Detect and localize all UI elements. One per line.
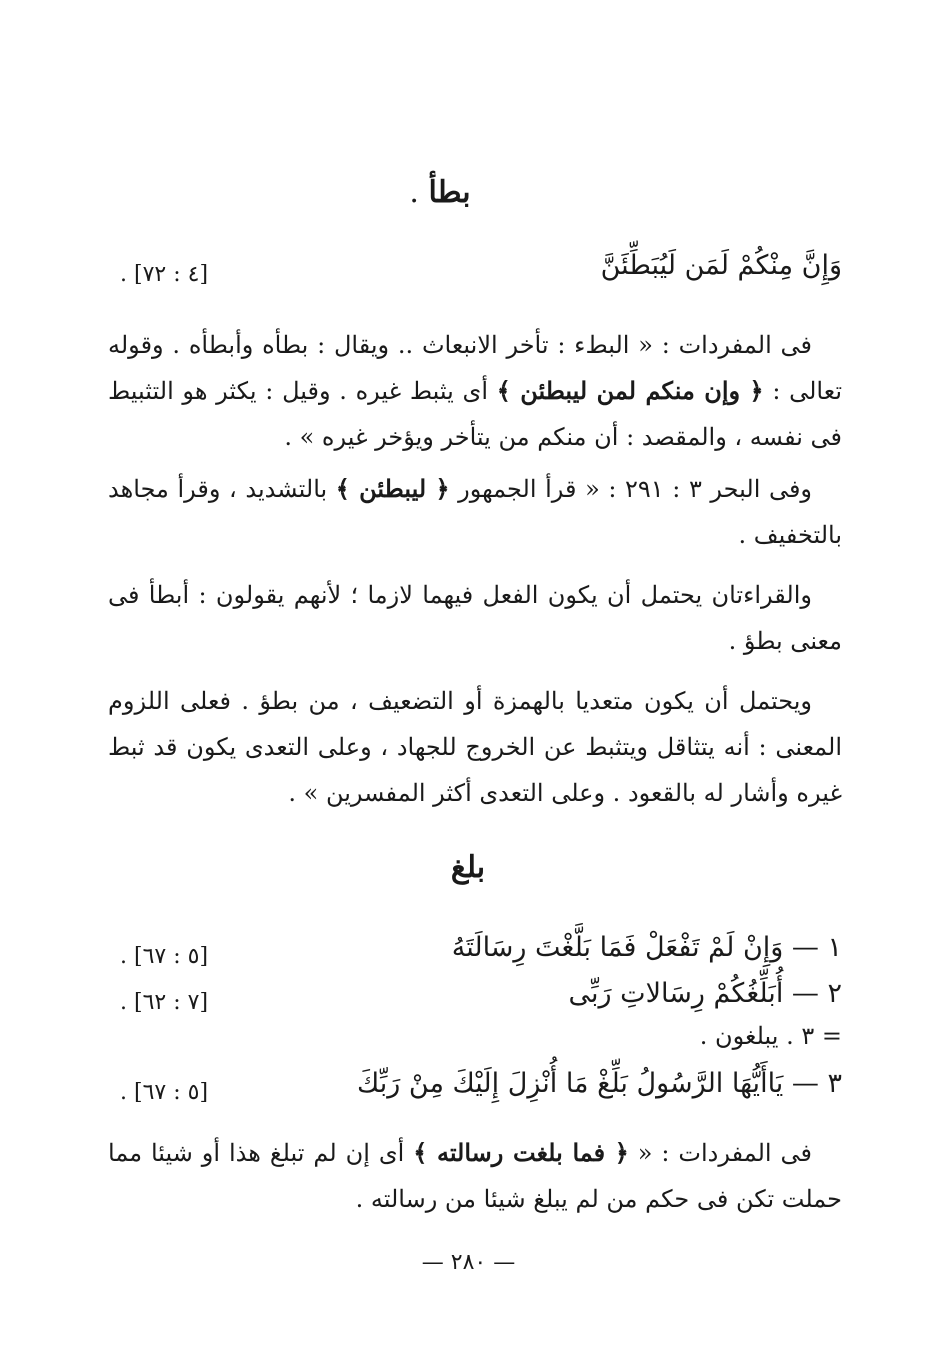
verse-text: ١ — وَإِنْ لَمْ تَفْعَلْ فَمَا بَلَّغْتَ رِسَالَتَهُ bbox=[451, 932, 842, 963]
paragraph-mufradat bbox=[108, 322, 842, 460]
section-heading-balagha: بلغ bbox=[450, 850, 486, 885]
paragraph-lead: وفى البحر ٣ : ٢٩١ : « قرأ الجمهور bbox=[449, 475, 813, 503]
paragraph-text: ويحتمل أن يكون متعديا بالهمزة أو التضعيف ، من بطؤ . فعلى اللزوم المعنى : أنه يتثاقل ويتثبط عن الخروج للجهاد ، وعلى التعدى يكون قد ثبط غيره وأشار له بالقعود . وعلى التعدى أكثر المفسرين » . bbox=[108, 687, 842, 807]
paragraph-yahtamil bbox=[108, 678, 842, 816]
paragraph-qiraat bbox=[108, 572, 842, 664]
verse-text: ٢ — أُبَلِّغُكُمْ رِسَالاتِ رَبِّى bbox=[568, 978, 842, 1009]
verse-line bbox=[110, 250, 842, 294]
quran-quote: ﴿ فما بلغت رسالته ﴾ bbox=[413, 1138, 629, 1167]
paragraph-bahr bbox=[108, 466, 842, 558]
verse-text: ٣ — يَاأَيُّهَا الرَّسُولُ بَلِّغْ مَا أُنْزِلَ إِلَيْكَ مِنْ رَبِّكَ bbox=[357, 1068, 842, 1099]
quran-quote: ﴿ ليبطئن ﴾ bbox=[335, 474, 450, 503]
verse-reference: [٤ : ٧٢] . bbox=[120, 262, 209, 287]
paragraph-tail: بالتشديد ، وقرأ مجاهد بالتخفيف . bbox=[108, 475, 842, 549]
verse-line bbox=[110, 1022, 842, 1066]
verse-line bbox=[110, 1068, 842, 1112]
verse-line bbox=[110, 932, 842, 976]
verse-text: = ٣ . يبلغون . bbox=[699, 1022, 842, 1050]
paragraph-tail: أى إن لم تبلغ هذا أو شيئا مما حملت تكن فى حكم من لم يبلغ شيئا من رسالته . bbox=[108, 1139, 842, 1213]
quran-quote: ﴿ وإن منكم لمن ليبطئن ﴾ bbox=[496, 376, 764, 405]
verse-reference: [٥ : ٦٧] . bbox=[120, 944, 209, 969]
paragraph-tail: أى يثبط غيره . وقيل : يكثر هو التثبيط فى نفسه ، والمقصد : أن منكم من يتأخر ويؤخر غيره » . bbox=[108, 377, 842, 451]
paragraph-text: والقراءتان يحتمل أن يكون الفعل فيهما لازما ؛ لأنهم يقولون : أبطأ فى معنى بطؤ . bbox=[108, 581, 842, 655]
paragraph-lead: فى المفردات : « البطء : تأخر الانبعاث .. ويقال : بطأه وأبطأه . وقوله تعالى : bbox=[108, 331, 842, 405]
paragraph-lead: فى المفردات : « bbox=[628, 1139, 812, 1167]
verse-line bbox=[110, 978, 842, 1022]
verse-reference: [٧ : ٦٢] . bbox=[120, 990, 209, 1015]
verse-reference: [٥ : ٦٧] . bbox=[120, 1080, 209, 1105]
verse-text: وَإِنَّ مِنْكُمْ لَمَن لَيُبَطِّئَنَّ bbox=[600, 250, 842, 281]
section-heading-bata: بطأ . bbox=[409, 175, 471, 210]
paragraph-mufradat-balagha bbox=[108, 1130, 842, 1222]
page-number: — ٢٨٠ — bbox=[421, 1250, 516, 1275]
